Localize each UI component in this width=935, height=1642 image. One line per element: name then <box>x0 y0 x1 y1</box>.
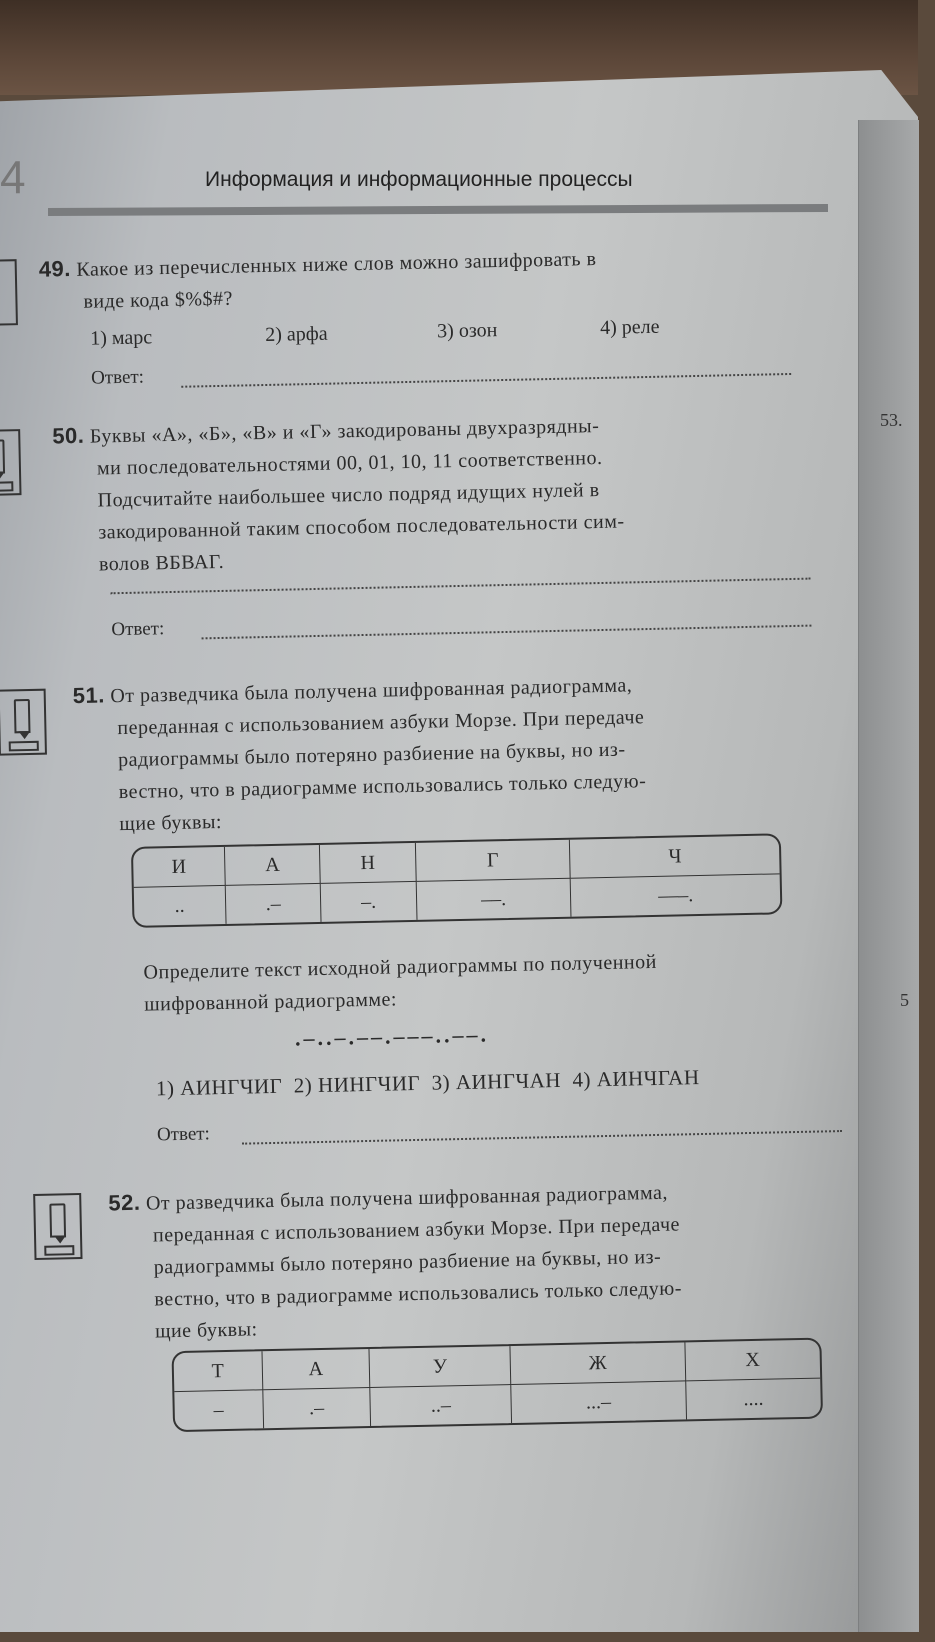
table-cell: .. <box>134 886 227 926</box>
task-49-option-4: 4) реле <box>599 315 660 339</box>
table-cell: ..– <box>370 1385 512 1426</box>
task-50-line3: Подсчитайте наибольшее число подряд идущих нулей в <box>97 479 600 512</box>
task-50-answer-label: Ответ: <box>111 618 165 641</box>
task-49-line2: виде кода $%$#? <box>83 287 234 313</box>
table-cell: А <box>225 845 321 886</box>
task-49-line1: Какое из перечисленных ниже слов можно зашифровать в <box>76 248 597 281</box>
next-page-edge-digit: 5 <box>900 990 909 1010</box>
task-50 <box>52 404 835 581</box>
next-page-number: 53. <box>880 410 903 430</box>
task-51-choice-4: 4) АИНЧГАН <box>572 1065 700 1092</box>
task-50-line5: волов ВБВАГ. <box>98 550 225 576</box>
task-52-line2: переданная с использованием азбуки Морзе. При передаче <box>152 1213 681 1247</box>
table-cell: У <box>370 1346 512 1388</box>
table-cell: – <box>174 1390 264 1430</box>
table-cell: .– <box>263 1388 371 1428</box>
task-50-work-line <box>111 578 811 595</box>
task-50-icon <box>0 429 22 496</box>
task-51-number: 51. <box>72 682 106 709</box>
task-51-question-line2: шифрованной радиограмме: <box>143 988 398 1016</box>
table-cell: –––. <box>658 883 694 907</box>
task-49-option-2: 2) арфа <box>264 322 328 346</box>
task-51-line3: радиограммы было потеряно разбиение на буквы, но из- <box>117 738 626 772</box>
task-52-line4: вестно, что в радиограмме использовались только следую- <box>154 1277 683 1311</box>
task-52-line5: щие буквы: <box>154 1318 258 1343</box>
task-51-icon <box>0 689 47 756</box>
table-cell: Т <box>174 1351 264 1392</box>
task-51-choice-2: 2) НИНГЧИГ <box>293 1070 421 1098</box>
task-49-answer-label: Ответ: <box>90 366 145 389</box>
task-50-line1: Буквы «А», «Б», «В» и «Г» закодированы двухразрядны- <box>89 415 600 448</box>
table-cell: Х <box>685 1340 820 1382</box>
table-cell: Н <box>320 843 416 884</box>
prev-page-edge-digit: 4 <box>0 151 26 203</box>
task-51-choice-1: 1) АИНГЧИГ <box>155 1073 283 1101</box>
table-cell: –. <box>321 882 417 922</box>
table-cell: Ч <box>570 835 779 878</box>
task-52-line1: От разведчика была получена шифрованная радиограмма, <box>145 1181 669 1215</box>
table-cell: Г <box>416 840 572 882</box>
task-49-icon <box>0 259 18 326</box>
task-52 <box>108 1171 891 1348</box>
task-50-answer-line <box>202 625 812 640</box>
task-49-options <box>90 313 810 358</box>
task-51-morse-table <box>131 833 783 928</box>
task-49-option-1: 1) марс <box>90 326 153 350</box>
task-51-code: .–..–.––.–––..––. <box>294 1021 490 1051</box>
task-52-line3: радиограммы было потеряно разбиение на буквы, но из- <box>153 1245 662 1279</box>
task-51-line2: переданная с использованием азбуки Морзе. При передаче <box>117 706 645 740</box>
task-49-answer-line <box>181 373 791 388</box>
table-cell: ...– <box>511 1381 686 1423</box>
task-51-line1: От разведчика была получена шифрованная радиограмма, <box>110 674 633 708</box>
task-52-number: 52. <box>108 1189 141 1216</box>
task-52-icon <box>33 1193 82 1260</box>
task-50-number: 50. <box>52 422 85 449</box>
task-49 <box>38 237 819 318</box>
page-header-title: Информация и информационные процессы <box>205 168 633 191</box>
task-51-answer-line <box>242 1130 842 1145</box>
table-cell: Ж <box>511 1342 686 1385</box>
table-cell: И <box>133 847 226 888</box>
table-cell: ––. <box>416 879 572 920</box>
task-51-question <box>143 942 844 1021</box>
task-51-line5: щие буквы: <box>119 810 223 836</box>
task-51-choice-3: 3) АИНГЧАН <box>431 1067 562 1095</box>
table-cell: А <box>262 1349 370 1390</box>
table-cell: .– <box>226 884 322 924</box>
task-49-number: 49. <box>38 256 72 282</box>
task-51-line4: вестно, что в радиограмме использовались только следую- <box>118 770 647 804</box>
task-51-answer-label: Ответ: <box>156 1123 211 1146</box>
table-cell: .... <box>743 1387 764 1410</box>
task-52-morse-table <box>171 1338 823 1433</box>
task-51-question-line1: Определите текст исходной радиограммы по полученной <box>143 950 658 984</box>
task-51 <box>72 664 855 841</box>
task-49-option-3: 3) озон <box>436 319 498 343</box>
task-51-choices <box>156 1065 700 1101</box>
task-50-line2: ми последовательностями 00, 01, 10, 11 соответственно. <box>96 446 603 480</box>
task-50-line4: закодированной таким способом последовательности сим- <box>98 510 625 544</box>
